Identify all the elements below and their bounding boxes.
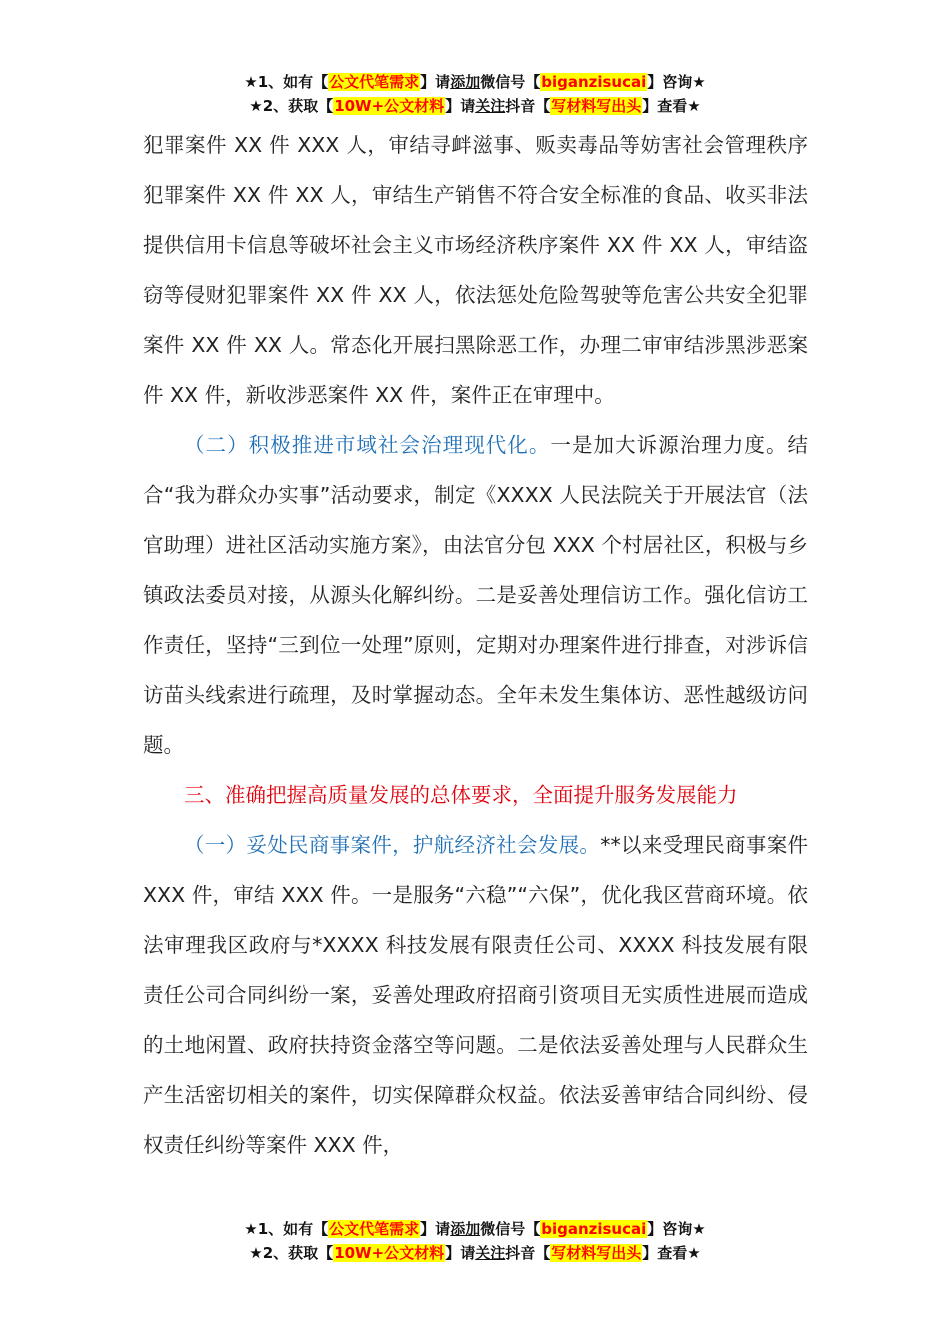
promo-line-2	[0, 1241, 950, 1265]
subheading-2: （二）积极推进市域社会治理现代化。	[184, 433, 551, 457]
promo-text: 微信号【	[480, 73, 541, 91]
promo-text: ★2、获取【	[249, 97, 334, 115]
promo-text: 】请	[445, 1244, 476, 1262]
promo-text: ★2、获取【	[249, 1244, 334, 1262]
top-promo-banner	[0, 70, 950, 118]
promo-emphasis: 添加	[450, 73, 481, 91]
promo-highlight: biganzisucai	[541, 73, 647, 91]
promo-text: 微信号【	[480, 1220, 541, 1238]
paragraph-2	[143, 420, 808, 770]
promo-text: 】请	[445, 97, 476, 115]
paragraph-2-text: 一是加大诉源治理力度。结合“我为群众办实事”活动要求，制定《XXXX 人民法院关于开展法官（法官助理）进社区活动实施方案》，由法官分包 XXX 个村居社区，积极与乡镇政法委员对接，从源头化解纠纷。二是妥善处理信访工作。强化信访工作责任，坚持“三到位一处理”原则，定期对办理案件进行排查，对涉诉信访苗头线索进行疏理，及时掌握动态。全年未发生集体访、恶性越级访问题。	[143, 433, 809, 757]
promo-text: 抖音【	[505, 1244, 551, 1262]
promo-text: 】咨询★	[647, 1220, 706, 1238]
promo-emphasis: 关注	[475, 97, 506, 115]
promo-line-1	[0, 1217, 950, 1241]
promo-emphasis: 关注	[475, 1244, 506, 1262]
promo-highlight: 写材料写出头	[551, 97, 642, 115]
paragraph-1: 犯罪案件 XX 件 XXX 人，审结寻衅滋事、贩卖毒品等妨害社会管理秩序犯罪案件 XX 件 XX 人，审结生产销售不符合安全标准的食品、收买非法提供信用卡信息等破坏社会主义市场经济秩序案件 XX 件 XX 人，审结盗窃等侵财犯罪案件 XX 件 XX 人，依法惩处危险驾驶等危害公共安全犯罪案件 XX 件 XX 人。常态化开展扫黑除恶工作，办理二审审结涉黑涉恶案件 XX 件，新收涉恶案件 XX 件，案件正在审理中。	[143, 133, 808, 407]
promo-highlight: biganzisucai	[541, 1220, 647, 1238]
promo-line-2	[0, 94, 950, 118]
section-heading-3: 三、准确把握高质量发展的总体要求，全面提升服务发展能力	[184, 783, 738, 807]
bottom-promo-banner	[0, 1217, 950, 1265]
promo-text: 】请	[420, 73, 451, 91]
promo-highlight: 10W+公文材料	[334, 97, 445, 115]
promo-text: ★1、如有【	[244, 1220, 329, 1238]
promo-highlight: 公文代笔需求	[329, 1220, 420, 1238]
subheading-4: （一）妥处民商事案件，护航经济社会发展。	[184, 833, 601, 857]
paragraph-4	[143, 820, 808, 1170]
document-body	[143, 120, 808, 1170]
promo-text: ★1、如有【	[244, 73, 329, 91]
promo-text: 】咨询★	[647, 73, 706, 91]
promo-highlight: 10W+公文材料	[334, 1244, 445, 1262]
promo-text: 】查看★	[642, 1244, 701, 1262]
promo-line-1	[0, 70, 950, 94]
promo-text: 】查看★	[642, 97, 701, 115]
promo-text: 】请	[420, 1220, 451, 1238]
paragraph-4-text: **以来受理民商事案件 XXX 件，审结 XXX 件。一是服务“六稳”“六保”，优化我区营商环境。依法审理我区政府与*XXXX 科技发展有限责任公司、XXXX 科技发展有限责任公司合同纠纷一案，妥善处理政府招商引资项目无实质性进展而造成的土地闲置、政府扶持资金落空等问题。二是依法妥善处理与人民群众生产生活密切相关的案件，切实保障群众权益。依法妥善审结合同纠纷、侵权责任纠纷等案件 XXX 件，	[143, 833, 809, 1157]
promo-highlight: 公文代笔需求	[329, 73, 420, 91]
promo-emphasis: 添加	[450, 1220, 481, 1238]
promo-text: 抖音【	[505, 97, 551, 115]
promo-highlight: 写材料写出头	[551, 1244, 642, 1262]
